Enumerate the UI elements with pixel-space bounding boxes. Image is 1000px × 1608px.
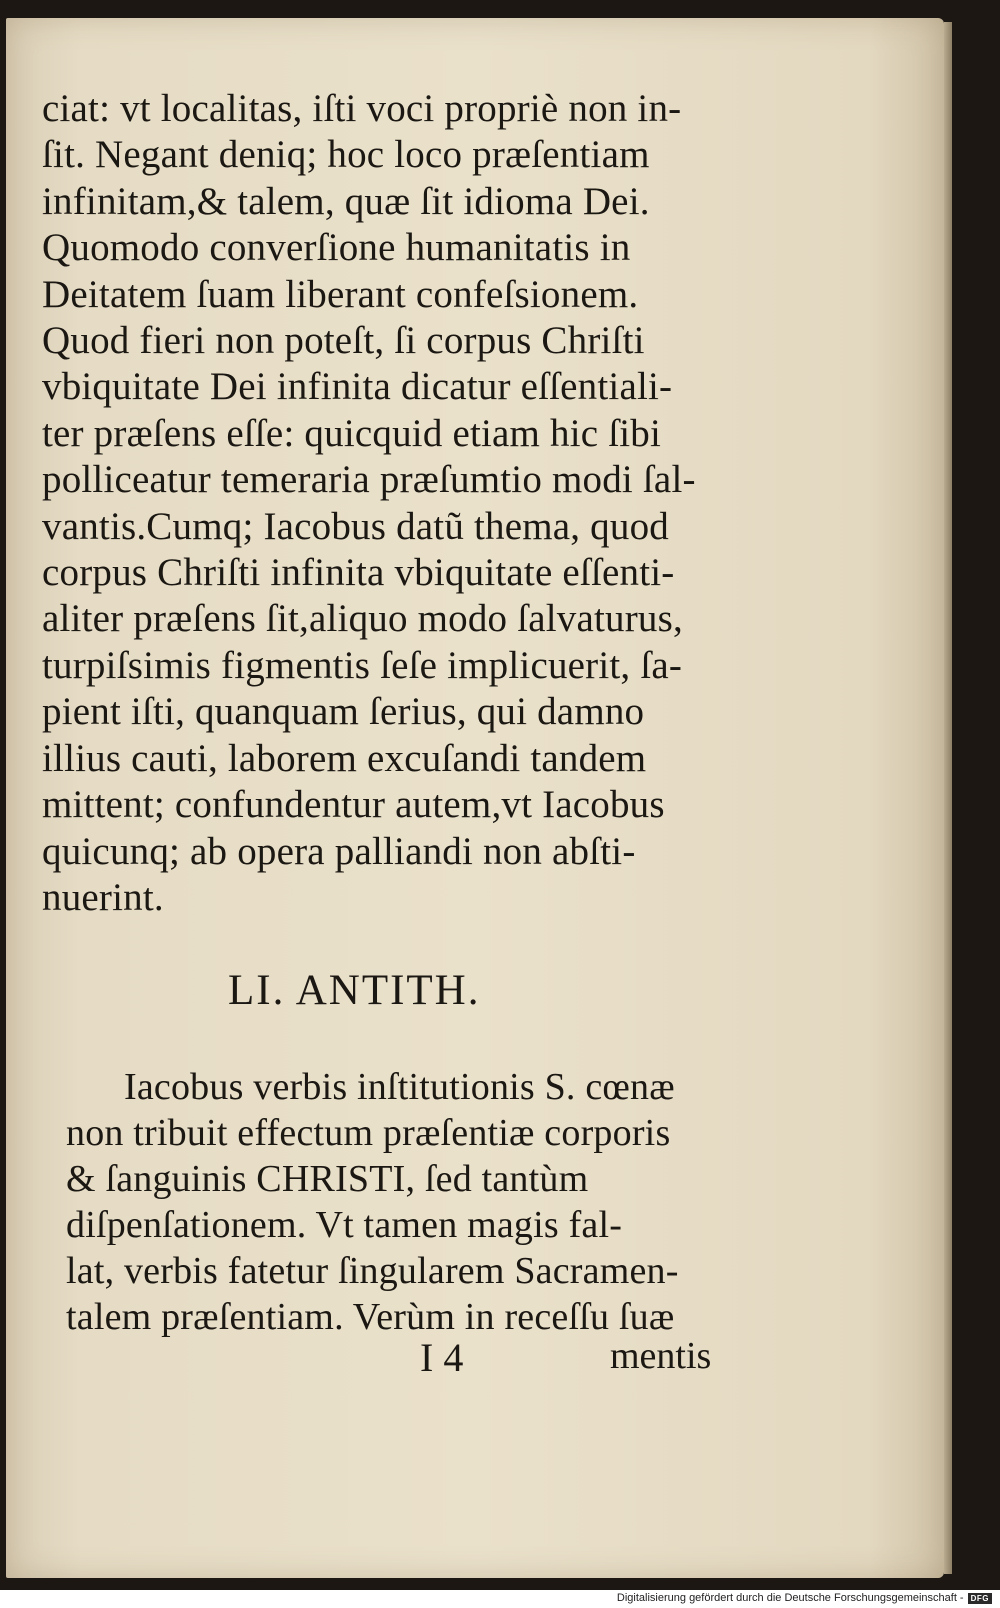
body-text: [42, 86, 732, 921]
section-text: [66, 1064, 746, 1340]
book-page: [6, 18, 944, 1578]
digitization-credit: [617, 1590, 992, 1606]
text-line: ciat: vt localitas, iſti voci propriè non in-: [42, 87, 682, 130]
text-line: nuerint.: [42, 875, 164, 919]
text-line: Iacobus verbis inſtitutionis S. cœnæ: [124, 1066, 675, 1108]
page-edge: [944, 22, 952, 1574]
text-line: & ſanguinis CHRISTI, ſed tantùm: [66, 1158, 589, 1200]
text-line: Quomodo converſione humanitatis in: [42, 226, 631, 270]
text-line: vbiquitate Dei infinita dicatur eſſentiali-: [42, 365, 673, 409]
catchword: mentis: [610, 1335, 712, 1377]
signature-mark: I 4: [420, 1335, 464, 1380]
text-line: corpus Chriſti infinita vbiquitate eſſenti-: [42, 551, 675, 595]
text-line: illius cauti, laborem excuſandi tandem: [42, 736, 647, 780]
credit-text: Digitalisierung gefördert durch die Deutsche Forschungsgemeinschaft -: [616, 1592, 964, 1604]
section-heading: LI. ANTITH.: [228, 967, 481, 1014]
text-line: infinitam,& talem, quæ ſit idioma Dei.: [42, 179, 650, 223]
text-line: Quod fieri non poteſt, ſi corpus Chriſti: [42, 319, 645, 363]
text-line: turpiſsimis figmentis ſeſe implicuerit, ſa-: [42, 643, 683, 687]
text-line: ter præſens eſſe: quicquid etiam hic ſibi: [42, 411, 662, 455]
text-line: pient iſti, quanquam ſerius, qui damno: [42, 690, 645, 734]
text-line: vantis.Cumq; Iacobus datũ thema, quod: [42, 504, 669, 548]
text-line: ſit. Negant deniq; hoc loco præſentiam: [42, 133, 650, 177]
text-line: mittent; confundentur autem,vt Iacobus: [42, 783, 665, 827]
text-line: Deitatem ſuam liberant confeſsionem.: [42, 272, 639, 316]
dfg-logo: DFG: [968, 1593, 992, 1604]
text-line: lat, verbis fatetur ſingularem Sacramen-: [66, 1250, 679, 1292]
text-line: polliceatur temeraria præſumtio modi ſal-: [42, 458, 696, 502]
text-line: quicunq; ab opera palliandi non abſti-: [42, 829, 636, 873]
text-line: non tribuit effectum præſentiæ corporis: [66, 1112, 671, 1154]
text-line: aliter præſens ſit,aliquo modo ſalvaturus,: [42, 597, 683, 641]
text-line: diſpenſationem. Vt tamen magis fal-: [66, 1204, 623, 1246]
text-line: talem præſentiam. Verùm in receſſu ſuæ: [66, 1296, 675, 1338]
